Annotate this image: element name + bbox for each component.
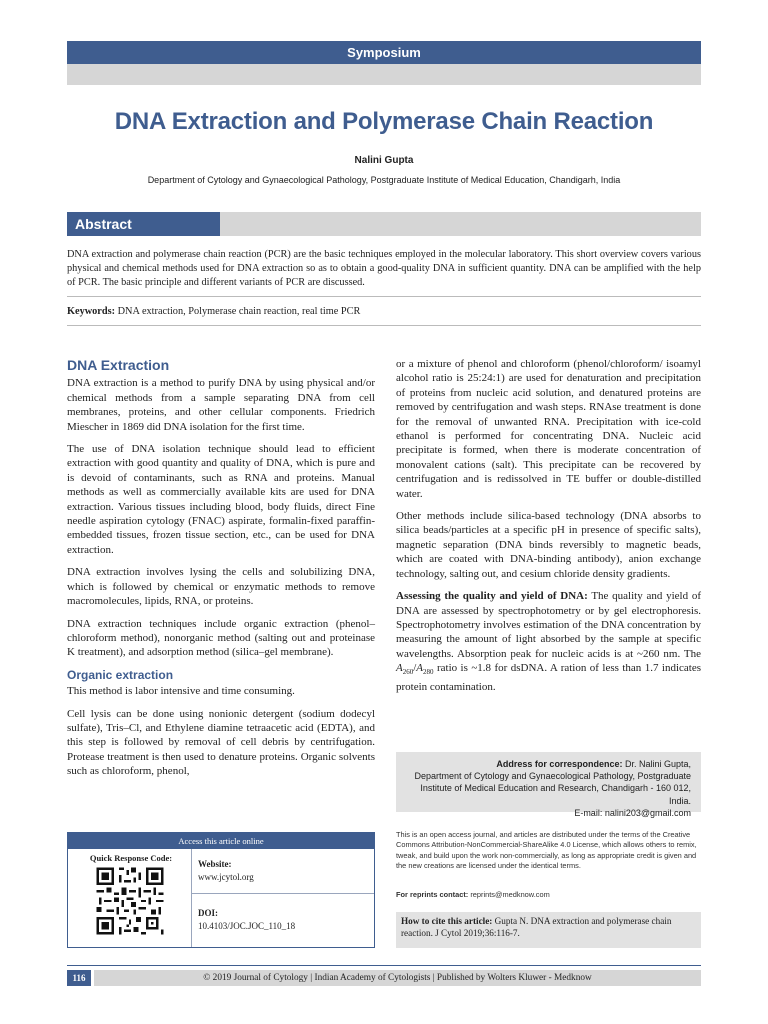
reprints-email[interactable]: reprints@medknow.com (470, 890, 550, 899)
qr-label: Quick Response Code: (89, 853, 173, 863)
ratio-slash: / (413, 662, 417, 675)
right-column (396, 357, 701, 702)
correspondence-address-line: Department of Cytology and Gynaecological Pathology, Postgraduate (414, 771, 691, 782)
section-label: Symposium (347, 45, 421, 60)
keywords-text: DNA extraction, Polymerase chain reaction, real time PCR (117, 306, 361, 317)
qr-code-icon[interactable] (94, 865, 166, 937)
page-number: 116 (67, 970, 91, 986)
author-affiliation: Department of Cytology and Gynaecological Pathology, Postgraduate Institute of Medical Education, Chandigarh, India (147, 175, 621, 185)
correspondence-address-line: Institute of Medical Education and Research, Chandigarh - 160 012, India. (420, 783, 691, 806)
citation-text: Gupta N. DNA extraction and polymerase chain reaction. J Cytol 2019;36:116-7. (401, 916, 672, 938)
abstract-heading: Abstract (67, 212, 220, 236)
footer-divider (67, 965, 701, 966)
access-online-box (67, 832, 375, 948)
paragraph: This method is labor intensive and time consuming. (67, 685, 295, 698)
assess-text: The quality and yield of DNA are assessed by spectrophotometry or by gel electrophoresis. Spectrophotometry involves estimation of the DNA concentration by measuring the amount of light absorbed by the sample at specific wavelengths. Absorption peak for nucleic acids is at ~260 nm. The (396, 590, 701, 660)
access-heading: Access this article online (68, 833, 374, 849)
section-heading-text: DNA Extraction (67, 357, 170, 373)
section-banner (67, 41, 701, 64)
citation-label: How to cite this article: (401, 916, 493, 926)
correspondence-name: Dr. Nalini Gupta, (624, 759, 691, 769)
correspondence-box (396, 752, 701, 818)
reprints-line (396, 890, 701, 899)
reprints-label: For reprints contact: (396, 890, 469, 899)
paragraph-assessing-quality (396, 589, 701, 694)
abstract-text: DNA extraction and polymerase chain reaction (PCR) are the basic techniques employed in the molecular laboratory. This short overview covers various physical and chemical methods used for DNA extraction so as to obtain a good-quality DNA in sufficient quantity. DNA can be amplified with the help of PCR. The basic principle and different variants of PCR are discussed. (67, 249, 701, 288)
citation-box (396, 912, 701, 948)
author-name: Nalini Gupta (354, 155, 414, 166)
absorbance-symbol: A (416, 662, 424, 675)
banner-strip (67, 64, 701, 85)
footer-text: © 2019 Journal of Cytology | Indian Academy of Cytologists | Published by Wolters Kluwer - Medknow (94, 970, 701, 986)
assess-lead: Assessing the quality and yield of DNA: (396, 590, 588, 603)
paragraph: The use of DNA isolation technique should lead to efficient extraction with good quantity and quality of DNA, which is pure and is devoid of contaminants, such as RNA and proteins. Manual methods as well as commercially available kits are used for DNA extraction. Various tissues including blood, body fluids, direct Fine needle aspiration cytology (FNAC) aspirate, formalin-fixed paraffin-embedded tissues, frozen tissue section, etc., can be used for DNA extraction. (67, 443, 375, 556)
access-divider (191, 849, 192, 947)
assess-text-end: ratio is ~1.8 for dsDNA. A ration of less than 1.7 indicates protein contamination. (396, 662, 701, 693)
keywords-label: Keywords: (67, 306, 116, 317)
correspondence-label: Address for correspondence: (496, 759, 623, 769)
section-heading-dna-extraction (67, 358, 375, 372)
license-text: This is an open access journal, and articles are distributed under the terms of the Creative Commons Attribution-NonCommercial-ShareAlike 4.0 License, which allows others to remix, tweak, and build upon the work non-commercially, as long as appropriate credit is given and the new creations are licensed under the identical terms. (396, 830, 697, 871)
website-link[interactable]: www.jcytol.org (198, 872, 254, 882)
article-title: DNA Extraction and Polymerase Chain Reaction (114, 108, 654, 135)
doi-link[interactable]: 10.4103/JOC.JOC_110_18 (198, 921, 296, 931)
paragraph: DNA extraction involves lysing the cells and solubilizing DNA, which is followed by chemical or enzymatic methods to remove macromolecules, lipids, RNA, or proteins. (67, 566, 375, 608)
paragraph: or a mixture of phenol and chloroform (phenol/chloroform/ isoamyl alcohol ratio is 25:24:1) are used for denaturation and precipitation of proteins from nucleic acid solution, and denatured proteins are removed by centrifugation and wash steps. RNAse treatment is done for the removal of unwanted RNA. Precipitation with ice-cold ethanol is performed for concentrating DNA. Nucleic acid precipitate is formed, when there is moderate concentration of monovalent cations (salt). This precipitate can be recovered by centrifugation and is redissolved in TE buffer or double-distilled water. (396, 358, 701, 500)
website-label: Website: (198, 859, 232, 869)
wavelength-280: 280 (423, 668, 434, 677)
keywords-divider (67, 325, 701, 326)
access-divider (191, 893, 374, 894)
abstract-divider (67, 296, 701, 297)
left-column (67, 358, 375, 787)
doi-label: DOI: (198, 908, 218, 918)
correspondence-heading (396, 758, 691, 770)
keywords-line (67, 305, 701, 319)
paragraph: DNA extraction is a method to purify DNA by using physical and/or chemical methods from a sample separating DNA from cell membranes, proteins, and other cellular components. Friedrich Miescher in 1869 did DNA isolation for the first time. (67, 377, 375, 433)
correspondence-email[interactable]: E-mail: nalini203@gmail.com (574, 807, 691, 818)
wavelength-260: 260 (402, 668, 414, 677)
absorbance-symbol: A (396, 662, 403, 675)
paragraph: Cell lysis can be done using nonionic detergent (sodium dodecyl sulfate), Tris–Cl, and Ethylene diamine tetraacetic acid (EDTA), and this step is followed by removal of cell debris by centrifugation. Protease treatment is then used to denature proteins. Organic solvents such as chloroform, phenol, (67, 707, 375, 778)
subheading-organic-extraction: Organic extraction (67, 667, 174, 682)
paragraph: DNA extraction techniques include organic extraction (phenol–chloroform method), nonorganic method (salting out and proteinase K treatment), and adsorption method (silica–gel membrane). (67, 617, 375, 659)
paragraph: Other methods include silica-based technology (DNA absorbs to silica beads/particles at a specific pH in presence of specific salts), magnetic separation (DNA binds reversibly to magnetic beads, which are coated with DNA-binding antibody), anion exchange technology, salting out, and cesium chloride density gradients. (396, 510, 701, 580)
